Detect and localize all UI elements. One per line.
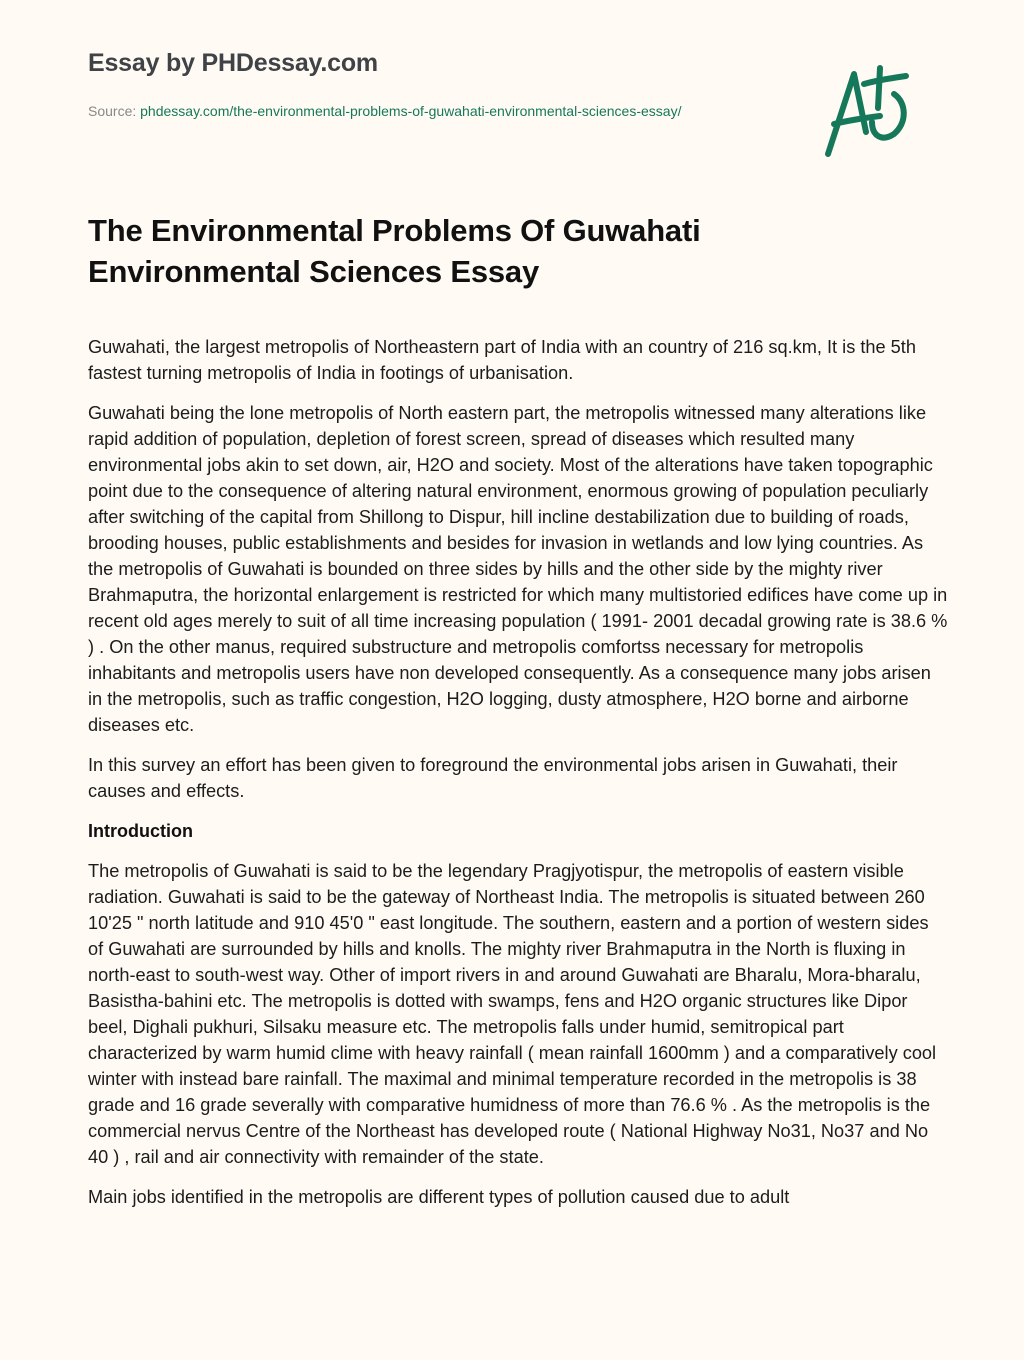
paragraph: Guwahati being the lone metropolis of North eastern part, the metropolis witnessed many alterations like rapid addition of population, depletion of forest screen, spread of diseases which resulted many environmental jobs akin to set down, air, H2O and society. Most of the alterations have taken topographic point due to the consequence of altering natural environment, enormous growing of population peculiarly after switching of the capital from Shillong to Dispur, hill incline destabilization due to building of roads, brooding houses, public establishments and besides for invasion in wetlands and low lying countries. As the metropolis of Guwahati is bounded on three sides by hills and the other side by the mighty river Brahmaputra, the horizontal enlargement is restricted for which many multistoried edifices have come up in recent old ages merely to suit of all time increasing population ( 1991- 2001 decadal growing rate is 38.6 % ) . On the other manus, required substructure and metropolis comfortss necessary for metropolis inhabitants and metropolis users have non developed consequently. As a consequence many jobs arisen in the metropolis, such as traffic congestion, H2O logging, dusty atmosphere, H2O borne and airborne diseases etc. bbox=[88, 403, 948, 735]
document-body bbox=[88, 334, 948, 1224]
site-title: Essay by PHDessay.com bbox=[88, 49, 378, 77]
paragraph: In this survey an effort has been given to foreground the environmental jobs arisen in Guwahati, their causes and effects. bbox=[88, 755, 898, 801]
a-plus-grade-icon bbox=[820, 62, 930, 162]
paragraph: Guwahati, the largest metropolis of Northeastern part of India with an country of 216 sq.km, It is the 5th fastest turning metropolis of India in footings of urbanisation. bbox=[88, 337, 916, 383]
source-label: Source: bbox=[88, 103, 141, 119]
paragraph: The metropolis of Guwahati is said to be the legendary Pragjyotispur, the metropolis of eastern visible radiation. Guwahati is said to be the gateway of Northeast India. The metropolis is situated between 260 10'25 " north latitude and 910 45'0 " east longitude. The southern, eastern and a portion of western sides of Guwahati are surrounded by hills and knolls. The mighty river Brahmaputra in the North is fluxing in north-east to south-west way. Other of import rivers in and around Guwahati are Bharalu, Mora-bharalu, Basistha-bahini etc. The metropolis is dotted with swamps, fens and H2O organic structures like Dipor beel, Dighali pukhuri, Silsaku measure etc. The metropolis falls under humid, semitropical part characterized by warm humid clime with heavy rainfall ( mean rainfall 1600mm ) and a comparatively cool winter with instead bare rainfall. The maximal and minimal temperature recorded in the metropolis is 38 grade and 16 grade severally with comparative humidness of more than 76.6 % . As the metropolis is the commercial nervus Centre of the Northeast has developed route ( National Highway No31, No37 and No 40 ) , rail and air connectivity with remainder of the state. bbox=[88, 861, 937, 1167]
source-line bbox=[88, 101, 768, 122]
source-link[interactable]: phdessay.com/the-environmental-problems-of-guwahati-environmental-sciences-essay/ bbox=[140, 103, 682, 119]
section-heading: Introduction bbox=[88, 821, 193, 841]
paragraph: Main jobs identified in the metropolis are different types of pollution caused due to adult bbox=[88, 1187, 790, 1207]
document-title: The Environmental Problems Of Guwahati Environmental Sciences Essay bbox=[88, 213, 701, 289]
